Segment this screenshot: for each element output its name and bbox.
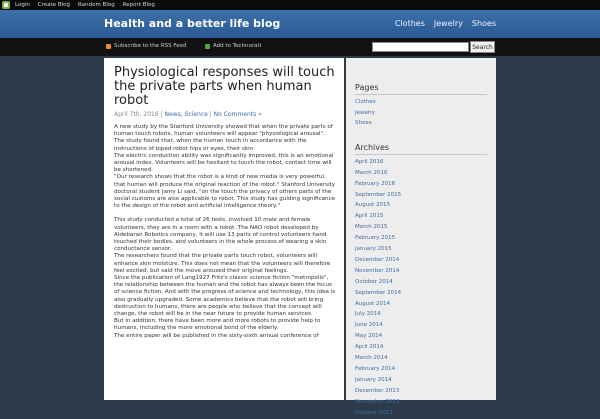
nav-shoes[interactable]: Shoes (471, 19, 496, 28)
page-link-clothes[interactable]: Clothes (355, 99, 376, 105)
archive-link[interactable]: January 2015 (355, 246, 392, 253)
nav-clothes[interactable]: Clothes (394, 19, 425, 28)
search-input[interactable] (372, 42, 469, 52)
archive-link[interactable]: April 2015 (355, 213, 384, 220)
rss-feed-link[interactable] (106, 43, 187, 49)
site-header (0, 10, 600, 38)
archive-link[interactable]: February 2016 (355, 180, 396, 187)
pages-list (355, 97, 487, 129)
technorati-icon (205, 44, 210, 49)
top-bar (0, 0, 600, 10)
archive-link[interactable]: August 2015 (355, 202, 390, 209)
archive-link[interactable]: January 2014 (355, 376, 392, 383)
archives-heading: Archives (355, 142, 390, 152)
meta-separator: | (207, 111, 214, 118)
archive-link[interactable]: December 2013 (355, 387, 400, 394)
blog-logo-icon[interactable] (2, 1, 10, 9)
archive-link[interactable]: July 2014 (355, 311, 381, 318)
archive-link[interactable]: June 2014 (355, 322, 383, 329)
post-paragraph: Since the publication of Lang1927 Fritz's classic science fiction "metropolis", the relationship between the human and the robot has always been the focus of science fiction. And with the progress of science and technology, this idea is also gradually upgraded. Some academics believe that the robot will bring destruction to humans, there are people who believe that the concept will change, the robot will be in the near future to provide human services. (114, 275, 336, 318)
post-paragraph: But in addition, there have been more and more robots to provide help to humans, including the more emotional bond of the elderly. (114, 318, 321, 332)
post-comments-link[interactable]: No Comments » (213, 111, 262, 118)
archive-link[interactable]: February 2014 (355, 366, 396, 372)
rss-label: Subscribe to the RSS Feed (114, 43, 187, 49)
post-meta (114, 111, 336, 118)
archive-link[interactable]: September 2015 (355, 191, 402, 198)
archive-link[interactable]: August 2014 (355, 300, 390, 307)
archive-link[interactable]: September 2014 (355, 289, 402, 296)
archive-link[interactable]: November 2013 (355, 398, 400, 405)
sidebar (346, 58, 496, 416)
post-paragraph: The electric conduction ability was significantly improved, this is an emotional arousal index. Volunteers will be hesitant to touch the robot, contact time will be shortened. (114, 152, 334, 174)
archive-link[interactable]: April 2016 (355, 158, 384, 165)
meta-separator: | (158, 111, 165, 118)
search-button[interactable]: Search (470, 41, 495, 53)
create-blog-link[interactable]: Create Blog (37, 2, 71, 8)
nav-jewelry[interactable]: Jewelry (433, 19, 463, 28)
technorati-link[interactable] (205, 43, 261, 49)
page-link-jewelry[interactable]: Jewelry (355, 109, 375, 116)
post-title[interactable]: Physiological responses will touch the private parts when human robot (114, 65, 335, 108)
rss-icon (106, 44, 111, 49)
main-nav (395, 19, 496, 28)
post-categories[interactable]: News, Science (164, 111, 208, 118)
archive-link[interactable]: May 2014 (355, 333, 383, 340)
random-blog-link[interactable]: Random Blog (78, 2, 115, 8)
archive-link[interactable]: March 2015 (355, 224, 388, 231)
sub-bar (0, 38, 600, 56)
pages-heading: Pages (355, 83, 379, 92)
post-paragraph: The study found that, when the human touch in accordance with the instructions of biped robot hips or eyes, their skin (114, 138, 307, 152)
post-paragraph: This study conducted a total of 26 tests, involved 10 male and female volunteers, they are in a room with a robot. The NAO robot developed by Aldebaran Robotics company, it will use 13 parts of control volunteers hand touched their bodies, and volunteers in the whole process of wearing a skin conductance sensor. (114, 217, 327, 253)
main-content (104, 58, 344, 400)
divider (355, 94, 487, 95)
archive-link[interactable]: October 2014 (355, 278, 393, 285)
archive-link[interactable]: February 2015 (355, 235, 396, 242)
divider (355, 154, 487, 155)
post-date: April 7th, 2016 (114, 111, 159, 118)
archive-link[interactable]: April 2014 (355, 344, 384, 351)
page-link-shoes[interactable]: Shoes (355, 120, 372, 127)
post-paragraph: The entire paper will be published in the sixty-sixth annual conference of (114, 332, 319, 339)
post-paragraph: A new study by the Stanford University showed that when the private parts of human touch robots, human volunteers will appear "physiological arousal". (114, 124, 333, 138)
archive-link[interactable]: March 2016 (355, 169, 388, 176)
archives-list (355, 157, 487, 419)
site-title[interactable]: Health and a better life blog (104, 17, 281, 30)
post-paragraph: The researchers found that the private parts touch robot, volunteers will enhance skin moisture. This does not mean that the volunteers will therefore feel excited, but said the move aroused their original feelings. (114, 253, 331, 274)
archive-link[interactable]: March 2014 (355, 355, 388, 362)
post-body (114, 124, 336, 340)
archive-link[interactable]: November 2014 (355, 267, 400, 274)
archive-link[interactable]: December 2014 (355, 256, 400, 263)
archive-link[interactable]: October 2013 (355, 409, 393, 416)
report-blog-link[interactable]: Report Blog (122, 2, 155, 8)
login-link[interactable]: Login (15, 2, 30, 8)
post-paragraph: "Our research shows that the robot is a kind of new media is very powerful, that human will produce the original reaction of the robot." Stanford University doctoral student Jamy Li said, "on the touch the privacy of others parts of the social customs are also applicable to robot. This study has guiding significance to the design of the robot and artificial intelligence theory." (114, 174, 336, 210)
technorati-label: Add to Technorati (213, 43, 262, 49)
